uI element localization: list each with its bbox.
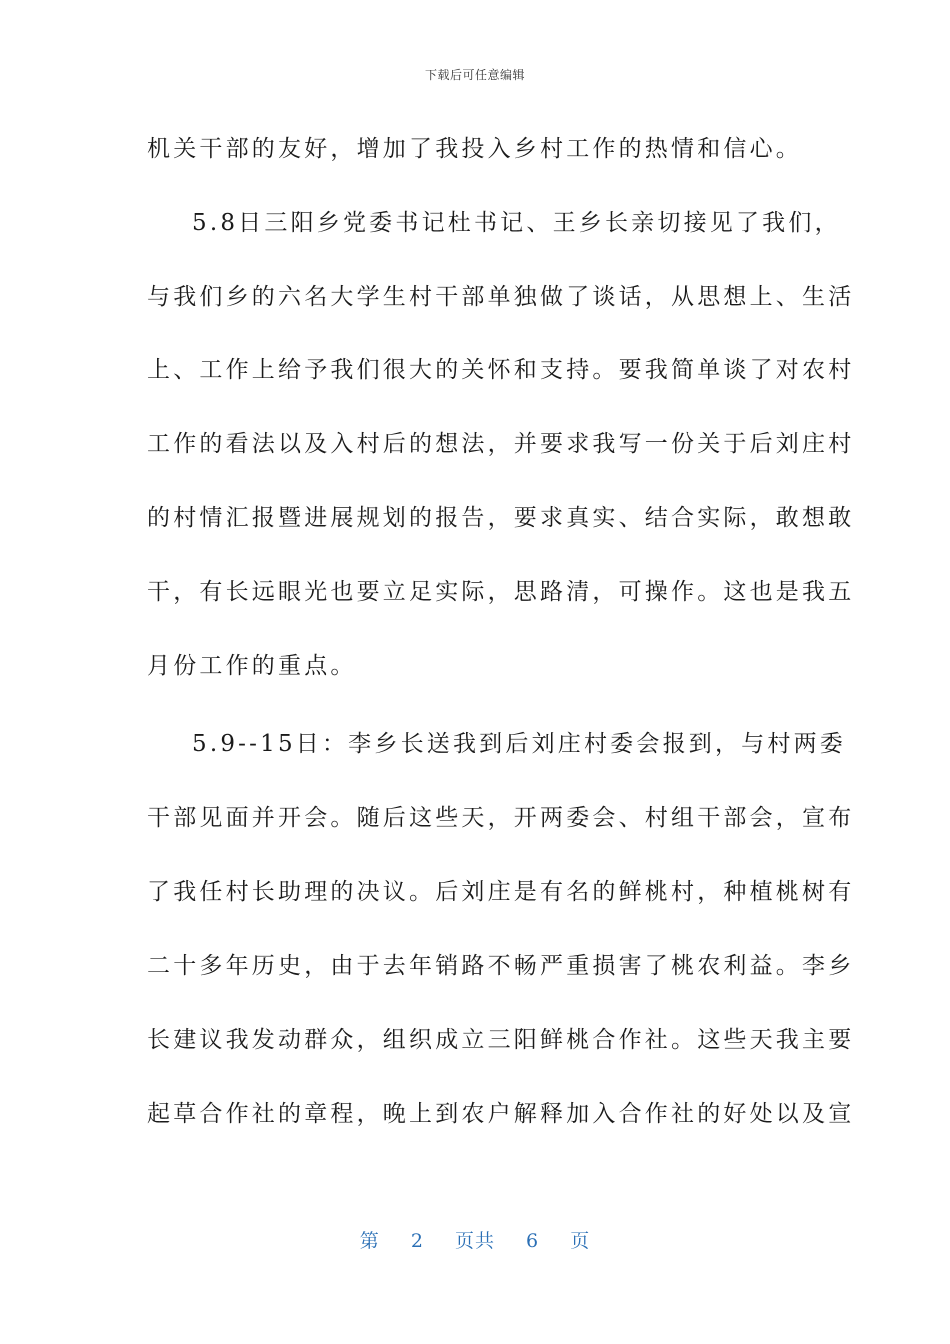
body-line-9: 5.9--15日：李乡长送我到后刘庄村委会报到，与村两委 xyxy=(192,731,846,757)
body-line-2: 5.8日三阳乡党委书记杜书记、王乡长亲切接见了我们， xyxy=(192,210,841,236)
page-footer xyxy=(0,1226,950,1253)
body-line-6: 的村情汇报暨进展规划的报告，要求真实、结合实际，敢想敢 xyxy=(147,505,855,531)
footer-prefix: 第 xyxy=(359,1230,380,1252)
body-line-5: 工作的看法以及入村后的想法，并要求我写一份关于后刘庄村 xyxy=(147,431,855,457)
body-line-14: 起草合作社的章程，晚上到农户解释加入合作社的好处以及宣 xyxy=(147,1101,855,1127)
body-line-12: 二十多年历史，由于去年销路不畅严重损害了桃农利益。李乡 xyxy=(147,953,855,979)
body-line-7: 干，有长远眼光也要立足实际，思路清，可操作。这也是我五 xyxy=(147,579,855,605)
body-line-4: 上、工作上给予我们很大的关怀和支持。要我简单谈了对农村 xyxy=(147,357,855,383)
footer-suffix: 页 xyxy=(570,1230,591,1252)
body-line-11: 了我任村长助理的决议。后刘庄是有名的鲜桃村，种植桃树有 xyxy=(147,879,855,905)
body-line-10: 干部见面并开会。随后这些天，开两委会、村组干部会，宣布 xyxy=(147,805,855,831)
body-line-8: 月份工作的重点。 xyxy=(147,653,357,679)
body-line-13: 长建议我发动群众，组织成立三阳鲜桃合作社。这些天我主要 xyxy=(147,1027,855,1053)
body-line-3: 与我们乡的六名大学生村干部单独做了谈话，从思想上、生活 xyxy=(147,284,855,310)
page-header: 下载后可任意编辑 xyxy=(424,68,525,82)
body-line-1: 机关干部的友好，增加了我投入乡村工作的热情和信心。 xyxy=(147,136,802,162)
current-page-number: 2 xyxy=(410,1230,424,1252)
footer-middle: 页共 xyxy=(454,1230,495,1252)
total-pages-number: 6 xyxy=(526,1230,540,1252)
